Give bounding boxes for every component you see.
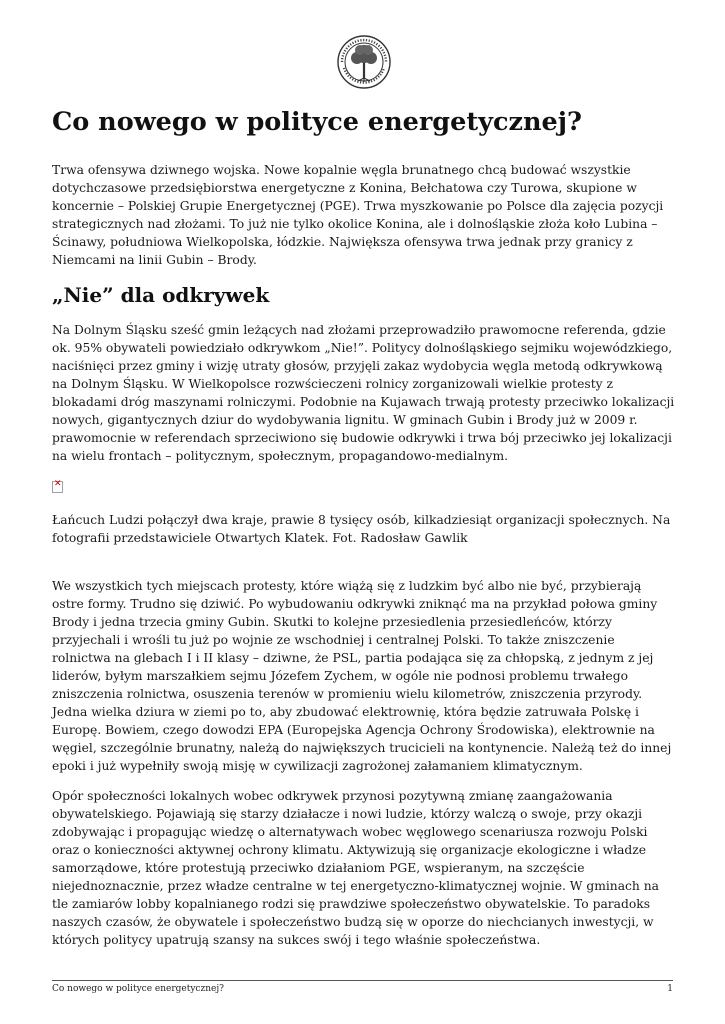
body-paragraph-4: Opór społeczności lokalnych wobec odkrywek przynosi pozytywną zmianę zaangażowania obywatelskiego. Pojawiają się starzy działacze i nowi ludzie, którzy walczą o swoje, przy okazji zdobywając i propagując wiedzę o alternatywach wobec węglowego scenariusza rozwoju Polski oraz o konieczności aktywnej ochrony klimatu. Aktywizują się organizacje ekologiczne i władze samorządowe, które protestują przeciwko działaniom PGE, wspieranym, na szczęście niejednoznacznie, przez władze centralne w tej energetyczno-klimatycznej wojnie. W gminach na tle zamiarów lobby kopalnianego rodzi się prawdziwe społeczeństwo obywatelskie. To paradoks naszych czasów, że obywatele i społeczeństwo budzą się w oporze do niechcianych inwestycji, w których politycy upatrują szansy na sukces swój i tego właśnie społeczeństwa. xyxy=(52,789,660,947)
intro-paragraph: Trwa ofensywa dziwnego wojska. Nowe kopalnie węgla brunatnego chcą budować wszystkie dotychczasowe przedsiębiorstwa energetyczne z Konina, Bełchatowa czy Turowa, skupione w koncernie – Polskiej Grupie Energetycznej (PGE). Trwa myszkowanie po Polsce dla zajęcia pozycji strategicznych nad złożami. To już nie tylko okolice Konina, ale i dolnośląskie złoża koło Lubina – Ścinawy, południowa Wielkopolska, łódzkie. Największa ofensywa trwa jednak przy granicy z Niemcami na linii Gubin – Brody. xyxy=(52,163,664,267)
section-paragraph: Na Dolnym Śląsku sześć gmin leżących nad złożami przeprowadziło prawomocne referenda, gdzie ok. 95% obywateli powiedziało odkrywkom „Nie!”. Politycy dolnośląskiego sejmiku wojewódzkiego, naciśnięci przez gminy i wizję utraty głosów, przyjęli zakaz wydobycia węgla metodą odkrywkową na Dolnym Śląsku. W Wielkopolsce rozwścieczeni rolnicy zorganizowali wielkie protesty z blokadami dróg maszynami rolniczymi. Podobnie na Kujawach trwają protesty przeciwko lokalizacji nowych, gigantycznych dziur do wydobywania lignitu. W gminach Gubin i Brody już w 2009 r. prawomocnie w referendach sprzeciwiono się budowie odkrywki i trwa bój przeciwko jej lokalizacji na wielu frontach – politycznym, społecznym, propagandowo-medialnym. xyxy=(52,323,675,463)
footer-page-number: 1 xyxy=(667,984,673,994)
broken-image-icon xyxy=(52,481,63,493)
footer-divider xyxy=(52,980,673,981)
article-title: Co nowego w polityce energetycznej? xyxy=(52,107,582,137)
tree-seal-logo-graphic xyxy=(336,34,392,90)
tree-seal-logo xyxy=(336,34,392,90)
image-caption: Łańcuch Ludzi połączył dwa kraje, prawie 8 tysięcy osób, kilkadziesiąt organizacji społecznych. Na fotografii przedstawiciele Otwartych Klatek. Fot. Radosław Gawlik xyxy=(52,513,671,545)
footer-title: Co nowego w polityce energetycznej? xyxy=(52,984,224,994)
body-paragraph-3: We wszystkich tych miejscach protesty, które wiążą się z ludzkim być albo nie być, przybierają ostre formy. Trudno się dziwić. Po wybudowaniu odkrywki zniknąć ma na przykład połowa gminy Brody i jedna trzecia gminy Gubin. Skutki to kolejne przesiedlenia przesiedleńców, którzy przyjechali i wrośli tu już po wojnie ze wschodniej i centralnej Polski. To także zniszczenie rolnictwa na glebach I i II klasy – dziwne, że PSL, partia podająca się za chłopską, z jednym z jej liderów, byłym marszałkiem sejmu Józefem Zychem, w ogóle nie podnosi problemu trwałego zniszczenia rolnictwa, osuszenia terenów w promieniu wielu kilometrów, zniszczenia przyrody. Jedna wielka dziura w ziemi po to, aby zbudować elektrownię, która będzie zatruwała Polskę i Europę. Bowiem, czego dowodzi EPA (Europejska Agencja Ochrony Środowiska), elektrownie na węgiel, szczególnie brunatny, należą do największych trucicieli na kontynencie. Należą też do innej epoki i już wypełniły swoją misję w cywilizacji zagrożonej załamaniem klimatycznym. xyxy=(52,579,672,773)
section-heading: „Nie” dla odkrywek xyxy=(52,283,270,307)
